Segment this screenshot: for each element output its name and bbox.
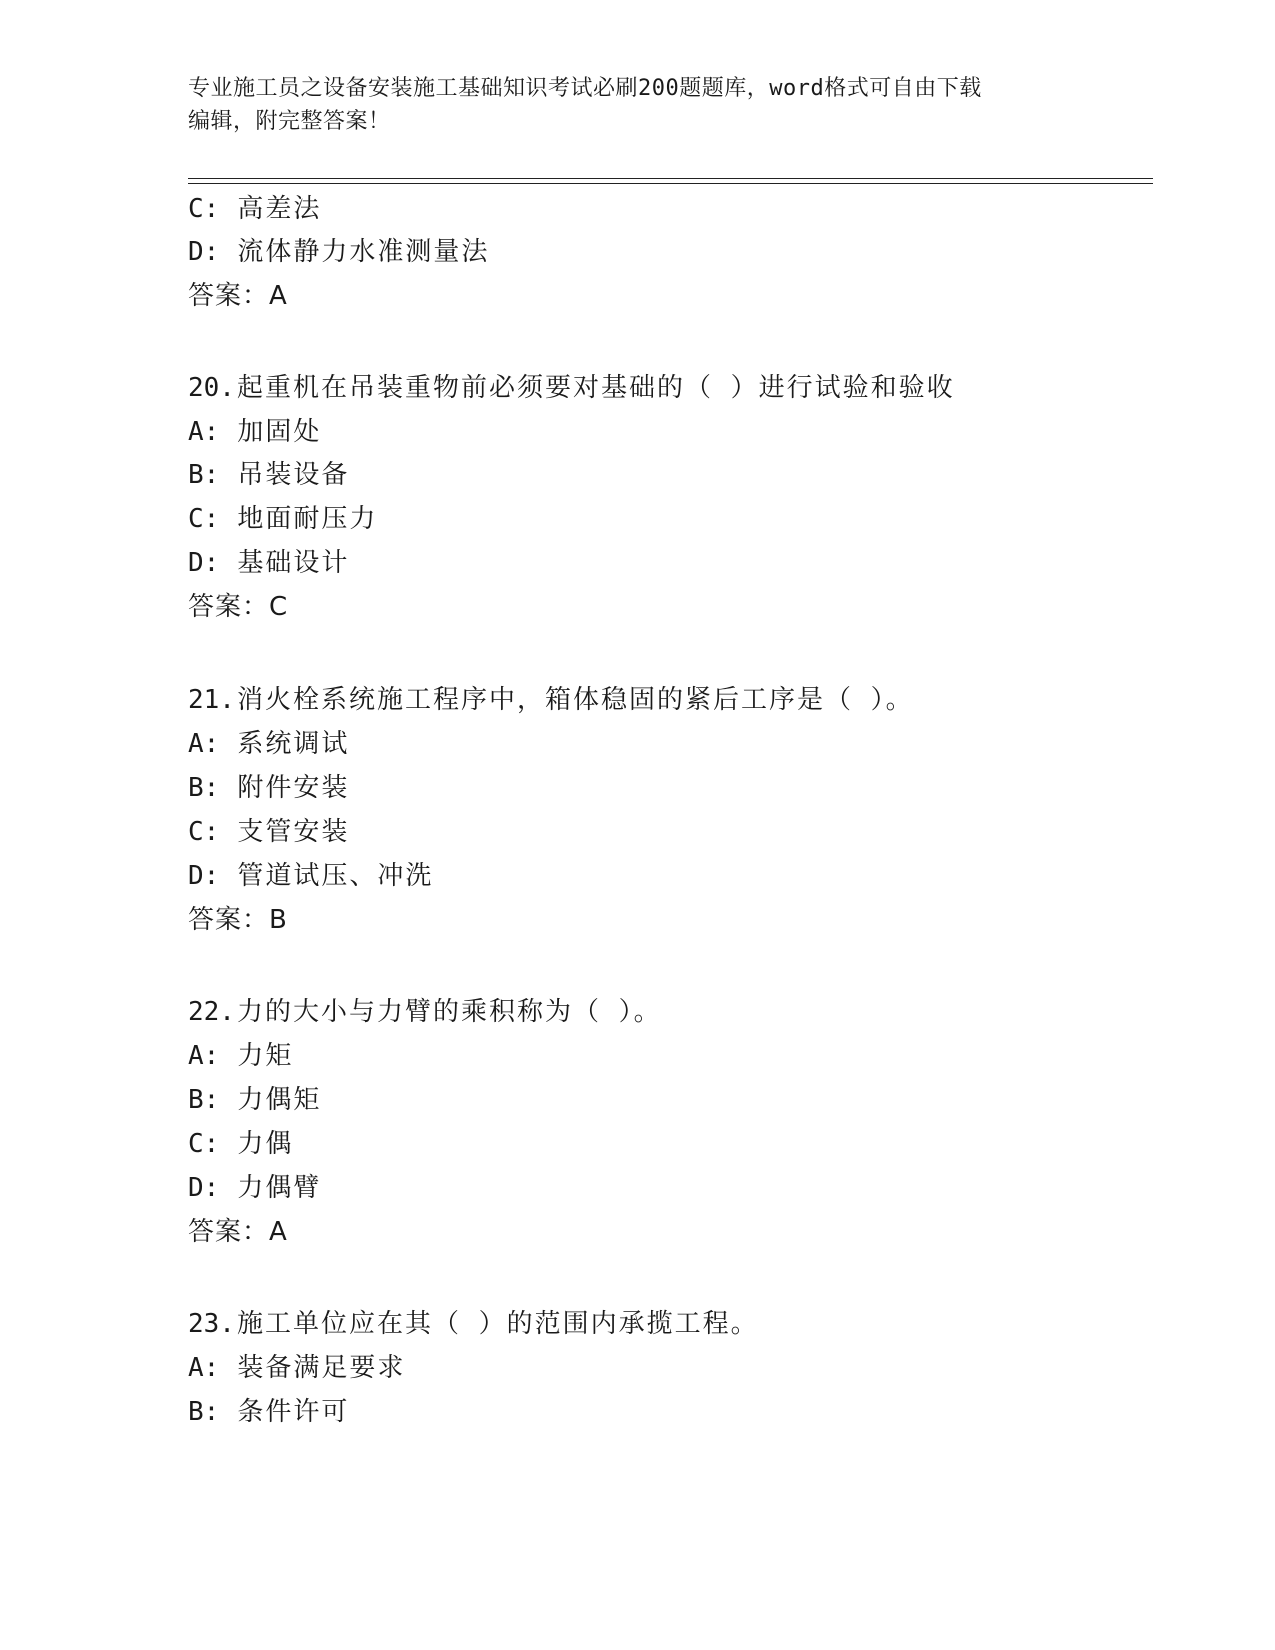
option-prefix: C:	[188, 194, 220, 224]
question-text: 施工单位应在其（ ）的范围内承揽工程。	[236, 1309, 759, 1339]
option-text: 管道试压、冲洗	[237, 861, 434, 891]
option-text: 系统调试	[237, 729, 350, 759]
option-prefix: C:	[188, 504, 220, 534]
q21-stem	[188, 684, 914, 716]
header-rule-top	[188, 178, 1153, 179]
q21-answer	[188, 904, 288, 936]
question-number: 22.	[188, 997, 235, 1027]
q20-stem	[188, 372, 955, 404]
option-text: 加固处	[237, 417, 322, 447]
option-text: 力偶	[237, 1129, 294, 1159]
option-prefix: B:	[188, 1397, 220, 1427]
option-text: 流体静力水准测量法	[237, 237, 490, 267]
q21-option-b	[188, 772, 349, 804]
answer-label: 答案：	[188, 1217, 270, 1247]
question-number: 20.	[188, 373, 235, 403]
q22-option-c	[188, 1128, 293, 1160]
answer-label: 答案：	[188, 592, 270, 622]
header-rule-bottom	[188, 183, 1153, 184]
option-prefix: A:	[188, 1353, 220, 1383]
option-prefix: A:	[188, 417, 220, 447]
option-text: 条件许可	[237, 1397, 350, 1427]
option-text: 附件安装	[237, 773, 350, 803]
q20-option-c	[188, 503, 377, 535]
q22-option-d	[188, 1172, 321, 1204]
option-prefix: B:	[188, 773, 220, 803]
q23-option-a	[188, 1352, 405, 1384]
q22-stem	[188, 996, 662, 1028]
answer-value: B	[269, 905, 288, 935]
answer-value: C	[269, 592, 289, 622]
q20-option-a	[188, 416, 321, 448]
q21-option-d	[188, 860, 433, 892]
option-prefix: C:	[188, 817, 220, 847]
question-number: 21.	[188, 685, 235, 715]
question-text: 力的大小与力臂的乘积称为（ ）。	[236, 997, 662, 1027]
option-prefix: C:	[188, 1129, 220, 1159]
option-text: 基础设计	[237, 548, 350, 578]
q22-option-b	[188, 1084, 321, 1116]
header-line-2: 编辑，附完整答案！	[188, 109, 391, 134]
question-text: 消火栓系统施工程序中，箱体稳固的紧后工序是（ ）。	[236, 685, 914, 715]
answer-label: 答案：	[188, 905, 270, 935]
q22-answer	[188, 1216, 288, 1248]
answer-value: A	[269, 281, 288, 311]
q21-option-c	[188, 816, 349, 848]
option-text: 吊装设备	[237, 460, 350, 490]
option-prefix: B:	[188, 1085, 220, 1115]
q19-option-d	[188, 236, 489, 268]
option-text: 高差法	[237, 194, 322, 224]
q20-option-b	[188, 459, 349, 491]
question-text: 起重机在吊装重物前必须要对基础的（ ）进行试验和验收	[236, 373, 955, 403]
q19-option-c	[188, 193, 321, 225]
option-prefix: D:	[188, 1173, 220, 1203]
answer-value: A	[269, 1217, 288, 1247]
option-prefix: A:	[188, 729, 220, 759]
option-prefix: D:	[188, 861, 220, 891]
q23-stem	[188, 1308, 759, 1340]
q20-option-d	[188, 547, 349, 579]
option-prefix: D:	[188, 237, 220, 267]
q19-answer	[188, 280, 288, 312]
q21-option-a	[188, 728, 349, 760]
option-text: 力偶矩	[237, 1085, 322, 1115]
option-prefix: D:	[188, 548, 220, 578]
option-prefix: A:	[188, 1041, 220, 1071]
option-text: 力矩	[237, 1041, 294, 1071]
q23-option-b	[188, 1396, 349, 1428]
question-number: 23.	[188, 1309, 235, 1339]
q20-answer	[188, 591, 288, 623]
option-prefix: B:	[188, 460, 220, 490]
option-text: 地面耐压力	[237, 504, 378, 534]
q22-option-a	[188, 1040, 293, 1072]
option-text: 装备满足要求	[237, 1353, 406, 1383]
header-line-1: 专业施工员之设备安装施工基础知识考试必刷200题题库，word格式可自由下载	[188, 76, 982, 101]
document-header	[188, 72, 1088, 138]
option-text: 力偶臂	[237, 1173, 322, 1203]
option-text: 支管安装	[237, 817, 350, 847]
answer-label: 答案：	[188, 281, 270, 311]
